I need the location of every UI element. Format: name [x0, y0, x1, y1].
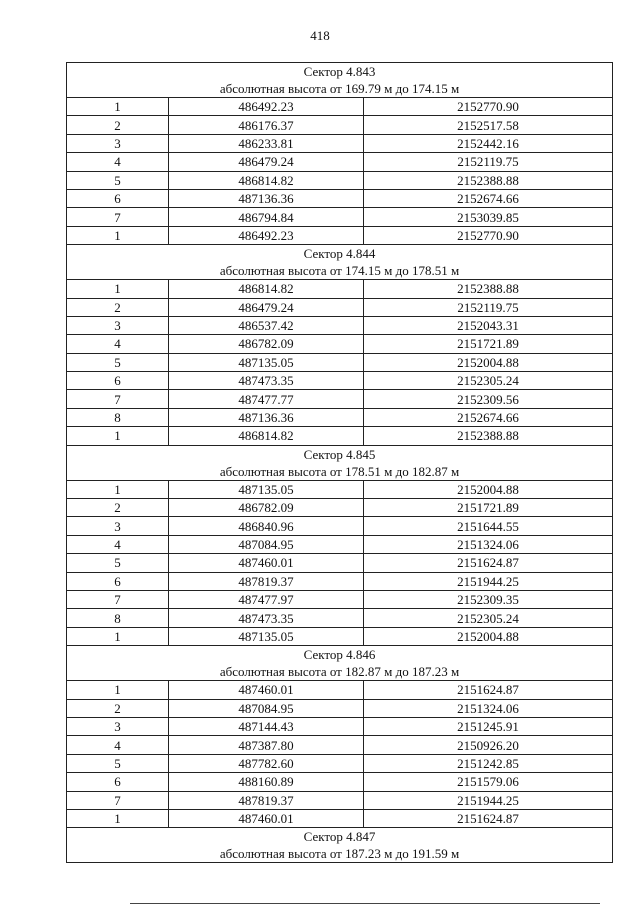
point-number-cell: 7 — [67, 208, 169, 226]
x-coordinate-cell: 487144.43 — [169, 717, 364, 735]
table-row — [67, 554, 613, 572]
x-coordinate-cell: 487460.01 — [169, 681, 364, 699]
y-coordinate-cell: 2151944.25 — [364, 572, 613, 590]
x-coordinate-cell: 487819.37 — [169, 572, 364, 590]
x-coordinate-cell: 486176.37 — [169, 116, 364, 134]
table-row — [67, 427, 613, 445]
table-row — [67, 316, 613, 334]
table-row — [67, 153, 613, 171]
y-coordinate-cell: 2153039.85 — [364, 208, 613, 226]
table-row — [67, 335, 613, 353]
table-row — [67, 372, 613, 390]
sector-header — [67, 445, 613, 480]
point-number-cell: 6 — [67, 372, 169, 390]
point-number-cell: 3 — [67, 717, 169, 735]
sector-title: Сектор 4.844 — [303, 246, 376, 262]
sector-height-range: абсолютная высота от 187.23 м до 191.59 м — [219, 846, 460, 862]
x-coordinate-cell: 487136.36 — [169, 408, 364, 426]
point-number-cell: 4 — [67, 535, 169, 553]
table-row — [67, 681, 613, 699]
table-row — [67, 535, 613, 553]
sector-header — [67, 828, 613, 863]
page-number: 418 — [310, 28, 330, 43]
table-row — [67, 298, 613, 316]
table-row — [67, 116, 613, 134]
x-coordinate-cell: 487473.35 — [169, 609, 364, 627]
y-coordinate-cell: 2152309.35 — [364, 590, 613, 608]
y-coordinate-cell: 2151324.06 — [364, 699, 613, 717]
point-number-cell: 5 — [67, 754, 169, 772]
x-coordinate-cell: 487477.97 — [169, 590, 364, 608]
sector-height-range: абсолютная высота от 178.51 м до 182.87 м — [219, 463, 460, 479]
point-number-cell: 7 — [67, 590, 169, 608]
point-number-cell: 4 — [67, 335, 169, 353]
table-row — [67, 480, 613, 498]
point-number-cell: 1 — [67, 480, 169, 498]
y-coordinate-cell: 2152674.66 — [364, 189, 613, 207]
y-coordinate-cell: 2152770.90 — [364, 226, 613, 244]
sector-height-range: абсолютная высота от 182.87 м до 187.23 м — [219, 664, 460, 680]
x-coordinate-cell: 488160.89 — [169, 773, 364, 791]
y-coordinate-cell: 2152004.88 — [364, 627, 613, 645]
y-coordinate-cell: 2152043.31 — [364, 316, 613, 334]
table-row — [67, 408, 613, 426]
y-coordinate-cell: 2151721.89 — [364, 499, 613, 517]
y-coordinate-cell: 2151624.87 — [364, 681, 613, 699]
table-row — [67, 208, 613, 226]
table-row — [67, 517, 613, 535]
page-bottom-rule — [130, 903, 600, 904]
point-number-cell: 6 — [67, 189, 169, 207]
table-row — [67, 627, 613, 645]
x-coordinate-cell: 487135.05 — [169, 480, 364, 498]
table-row — [67, 791, 613, 809]
y-coordinate-cell: 2151242.85 — [364, 754, 613, 772]
table-row — [67, 98, 613, 116]
point-number-cell: 8 — [67, 609, 169, 627]
y-coordinate-cell: 2152309.56 — [364, 390, 613, 408]
sector-header-row — [67, 646, 613, 681]
x-coordinate-cell: 486814.82 — [169, 280, 364, 298]
x-coordinate-cell: 487136.36 — [169, 189, 364, 207]
point-number-cell: 8 — [67, 408, 169, 426]
point-number-cell: 3 — [67, 517, 169, 535]
point-number-cell: 1 — [67, 98, 169, 116]
y-coordinate-cell: 2151944.25 — [364, 791, 613, 809]
y-coordinate-cell: 2151624.87 — [364, 809, 613, 827]
x-coordinate-cell: 487819.37 — [169, 791, 364, 809]
point-number-cell: 2 — [67, 499, 169, 517]
y-coordinate-cell: 2152442.16 — [364, 134, 613, 152]
table-row — [67, 809, 613, 827]
y-coordinate-cell: 2151245.91 — [364, 717, 613, 735]
coordinates-table — [66, 62, 613, 863]
y-coordinate-cell: 2152517.58 — [364, 116, 613, 134]
y-coordinate-cell: 2151624.87 — [364, 554, 613, 572]
x-coordinate-cell: 487477.77 — [169, 390, 364, 408]
y-coordinate-cell: 2152388.88 — [364, 427, 613, 445]
x-coordinate-cell: 486492.23 — [169, 226, 364, 244]
table-row — [67, 717, 613, 735]
x-coordinate-cell: 487084.95 — [169, 535, 364, 553]
y-coordinate-cell: 2152770.90 — [364, 98, 613, 116]
sector-header — [67, 63, 613, 98]
point-number-cell: 2 — [67, 116, 169, 134]
x-coordinate-cell: 487782.60 — [169, 754, 364, 772]
x-coordinate-cell: 486782.09 — [169, 499, 364, 517]
point-number-cell: 1 — [67, 627, 169, 645]
x-coordinate-cell: 486479.24 — [169, 298, 364, 316]
point-number-cell: 7 — [67, 390, 169, 408]
x-coordinate-cell: 487460.01 — [169, 554, 364, 572]
sector-header-row — [67, 63, 613, 98]
y-coordinate-cell: 2152305.24 — [364, 372, 613, 390]
table-row — [67, 572, 613, 590]
y-coordinate-cell: 2152004.88 — [364, 480, 613, 498]
y-coordinate-cell: 2152674.66 — [364, 408, 613, 426]
table-row — [67, 754, 613, 772]
x-coordinate-cell: 487460.01 — [169, 809, 364, 827]
point-number-cell: 1 — [67, 809, 169, 827]
sector-title: Сектор 4.843 — [303, 64, 376, 79]
table-row — [67, 736, 613, 754]
sector-header — [67, 646, 613, 681]
point-number-cell: 7 — [67, 791, 169, 809]
table-row — [67, 280, 613, 298]
y-coordinate-cell: 2152119.75 — [364, 153, 613, 171]
table-row — [67, 134, 613, 152]
table-row — [67, 773, 613, 791]
point-number-cell: 3 — [67, 316, 169, 334]
point-number-cell: 5 — [67, 171, 169, 189]
point-number-cell: 4 — [67, 153, 169, 171]
y-coordinate-cell: 2150926.20 — [364, 736, 613, 754]
x-coordinate-cell: 486233.81 — [169, 134, 364, 152]
x-coordinate-cell: 486782.09 — [169, 335, 364, 353]
x-coordinate-cell: 486479.24 — [169, 153, 364, 171]
table-row — [67, 353, 613, 371]
table-row — [67, 226, 613, 244]
x-coordinate-cell: 487135.05 — [169, 627, 364, 645]
sector-title: Сектор 4.847 — [303, 829, 376, 845]
point-number-cell: 5 — [67, 353, 169, 371]
x-coordinate-cell: 486492.23 — [169, 98, 364, 116]
x-coordinate-cell: 486840.96 — [169, 517, 364, 535]
table-row — [67, 499, 613, 517]
point-number-cell: 4 — [67, 736, 169, 754]
x-coordinate-cell: 487473.35 — [169, 372, 364, 390]
x-coordinate-cell: 487387.80 — [169, 736, 364, 754]
table-row — [67, 171, 613, 189]
sector-header-row — [67, 245, 613, 280]
x-coordinate-cell: 487135.05 — [169, 353, 364, 371]
table-row — [67, 699, 613, 717]
y-coordinate-cell: 2152119.75 — [364, 298, 613, 316]
y-coordinate-cell: 2151579.06 — [364, 773, 613, 791]
sector-header-row — [67, 445, 613, 480]
x-coordinate-cell: 487084.95 — [169, 699, 364, 717]
point-number-cell: 3 — [67, 134, 169, 152]
table-row — [67, 189, 613, 207]
y-coordinate-cell: 2151324.06 — [364, 535, 613, 553]
point-number-cell: 6 — [67, 572, 169, 590]
point-number-cell: 2 — [67, 699, 169, 717]
sector-height-range: абсолютная высота от 174.15 м до 178.51 м — [219, 263, 460, 279]
y-coordinate-cell: 2152388.88 — [364, 280, 613, 298]
y-coordinate-cell: 2152004.88 — [364, 353, 613, 371]
x-coordinate-cell: 486794.84 — [169, 208, 364, 226]
y-coordinate-cell: 2151644.55 — [364, 517, 613, 535]
point-number-cell: 1 — [67, 226, 169, 244]
sector-header — [67, 245, 613, 280]
sector-title: Сектор 4.846 — [303, 647, 376, 663]
sector-header-row — [67, 828, 613, 863]
x-coordinate-cell: 486814.82 — [169, 427, 364, 445]
coordinates-document — [66, 62, 612, 863]
point-number-cell: 1 — [67, 280, 169, 298]
x-coordinate-cell: 486537.42 — [169, 316, 364, 334]
table-row — [67, 390, 613, 408]
point-number-cell: 2 — [67, 298, 169, 316]
point-number-cell: 1 — [67, 427, 169, 445]
sector-height-range: абсолютная высота от 169.79 м до 174.15 м — [219, 81, 460, 96]
y-coordinate-cell: 2151721.89 — [364, 335, 613, 353]
point-number-cell: 5 — [67, 554, 169, 572]
table-row — [67, 590, 613, 608]
point-number-cell: 6 — [67, 773, 169, 791]
coordinates-table-body — [67, 63, 613, 863]
x-coordinate-cell: 486814.82 — [169, 171, 364, 189]
y-coordinate-cell: 2152388.88 — [364, 171, 613, 189]
sector-title: Сектор 4.845 — [303, 446, 376, 462]
table-row — [67, 609, 613, 627]
y-coordinate-cell: 2152305.24 — [364, 609, 613, 627]
point-number-cell: 1 — [67, 681, 169, 699]
